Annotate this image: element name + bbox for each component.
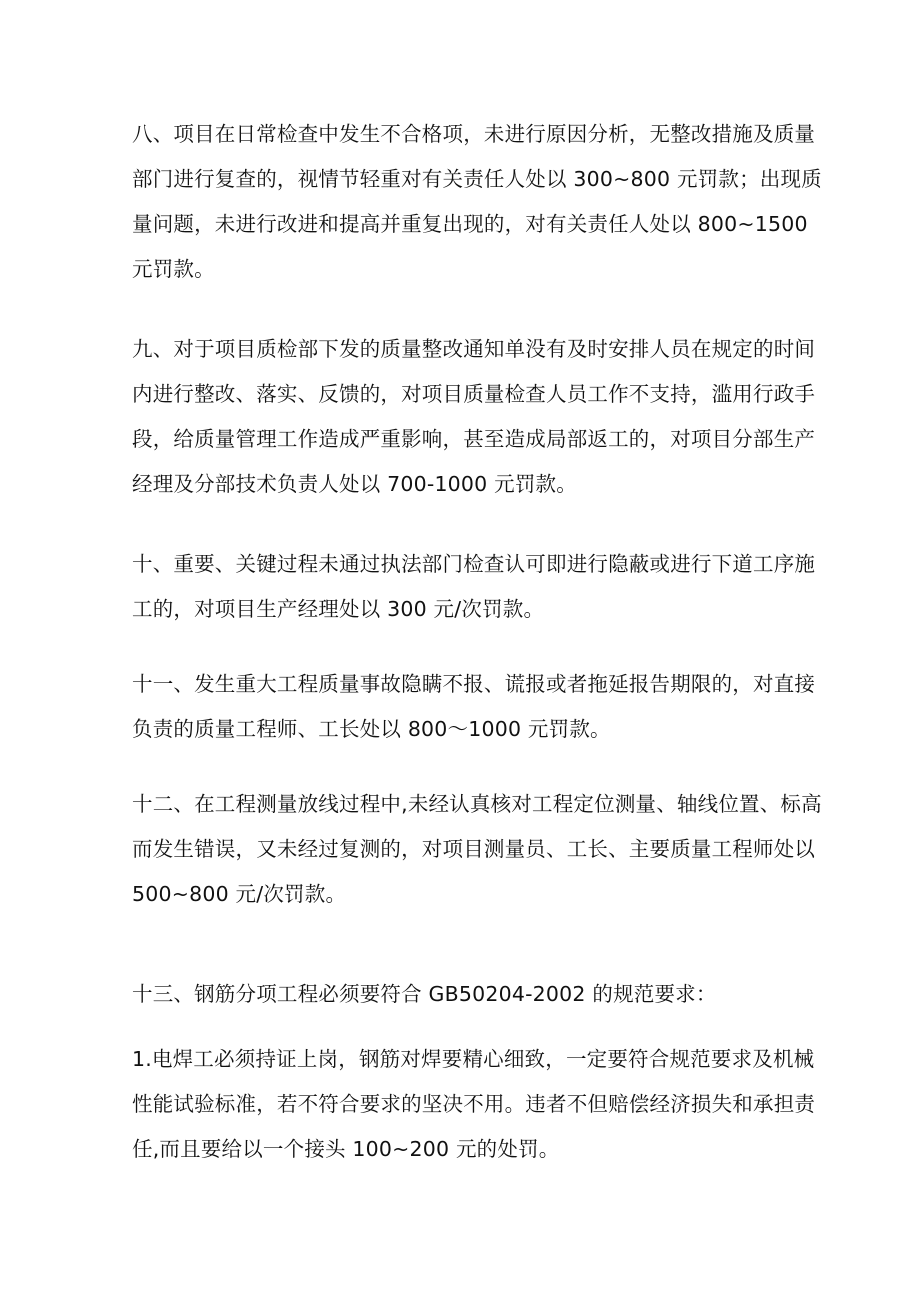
text-line: 任,而且要给以一个接头 100~200 元的处罚。 [132,1137,560,1161]
text-line: 经理及分部技术负责人处以 700-1000 元罚款。 [132,472,577,496]
paragraph-ten [132,542,816,632]
paragraph-eleven [132,662,816,752]
paragraph-twelve [132,782,822,917]
text-line: 性能试验标准，若不符合要求的坚决不用。违者不但赔偿经济损失和承担责 [132,1092,816,1116]
text-line: 九、对于项目质检部下发的质量整改通知单没有及时安排人员在规定的时间 [132,337,816,361]
paragraph-eight [132,112,822,292]
text-line: 而发生错误，又未经过复测的，对项目测量员、工长、主要质量工程师处以 [132,837,816,861]
text-line: 工的，对项目生产经理处以 300 元/次罚款。 [132,597,545,621]
text-line: 十、重要、关键过程未通过执法部门检查认可即进行隐蔽或进行下道工序施 [132,552,816,576]
text-line: 十一、发生重大工程质量事故隐瞒不报、谎报或者拖延报告期限的，对直接 [132,672,816,696]
text-line: 部门进行复查的，视情节轻重对有关责任人处以 300~800 元罚款；出现质 [132,167,822,191]
text-line: 500~800 元/次罚款。 [132,882,347,906]
text-line: 元罚款。 [132,257,215,281]
text-line: 1.电焊工必须持证上岗，钢筋对焊要精心细致，一定要符合规范要求及机械 [132,1047,815,1071]
paragraph-thirteen [132,972,792,1017]
text-line: 段，给质量管理工作造成严重影响，甚至造成局部返工的，对项目分部生产 [132,427,816,451]
text-line: 十二、在工程测量放线过程中,未经认真核对工程定位测量、轴线位置、标高 [132,792,822,816]
text-line: 量问题，未进行改进和提高并重复出现的，对有关责任人处以 800~1500 [132,212,808,236]
text-line: 负责的质量工程师、工长处以 800～1000 元罚款。 [132,717,611,741]
text-line: 内进行整改、落实、反馈的，对项目质量检查人员工作不支持，滥用行政手 [132,382,816,406]
paragraph-nine [132,327,816,507]
paragraph-item-one [132,1037,816,1172]
text-line: 十三、钢筋分项工程必须要符合 GB50204-2002 的规范要求： [132,982,717,1006]
text-line: 八、项目在日常检查中发生不合格项，未进行原因分析，无整改措施及质量 [132,122,816,146]
